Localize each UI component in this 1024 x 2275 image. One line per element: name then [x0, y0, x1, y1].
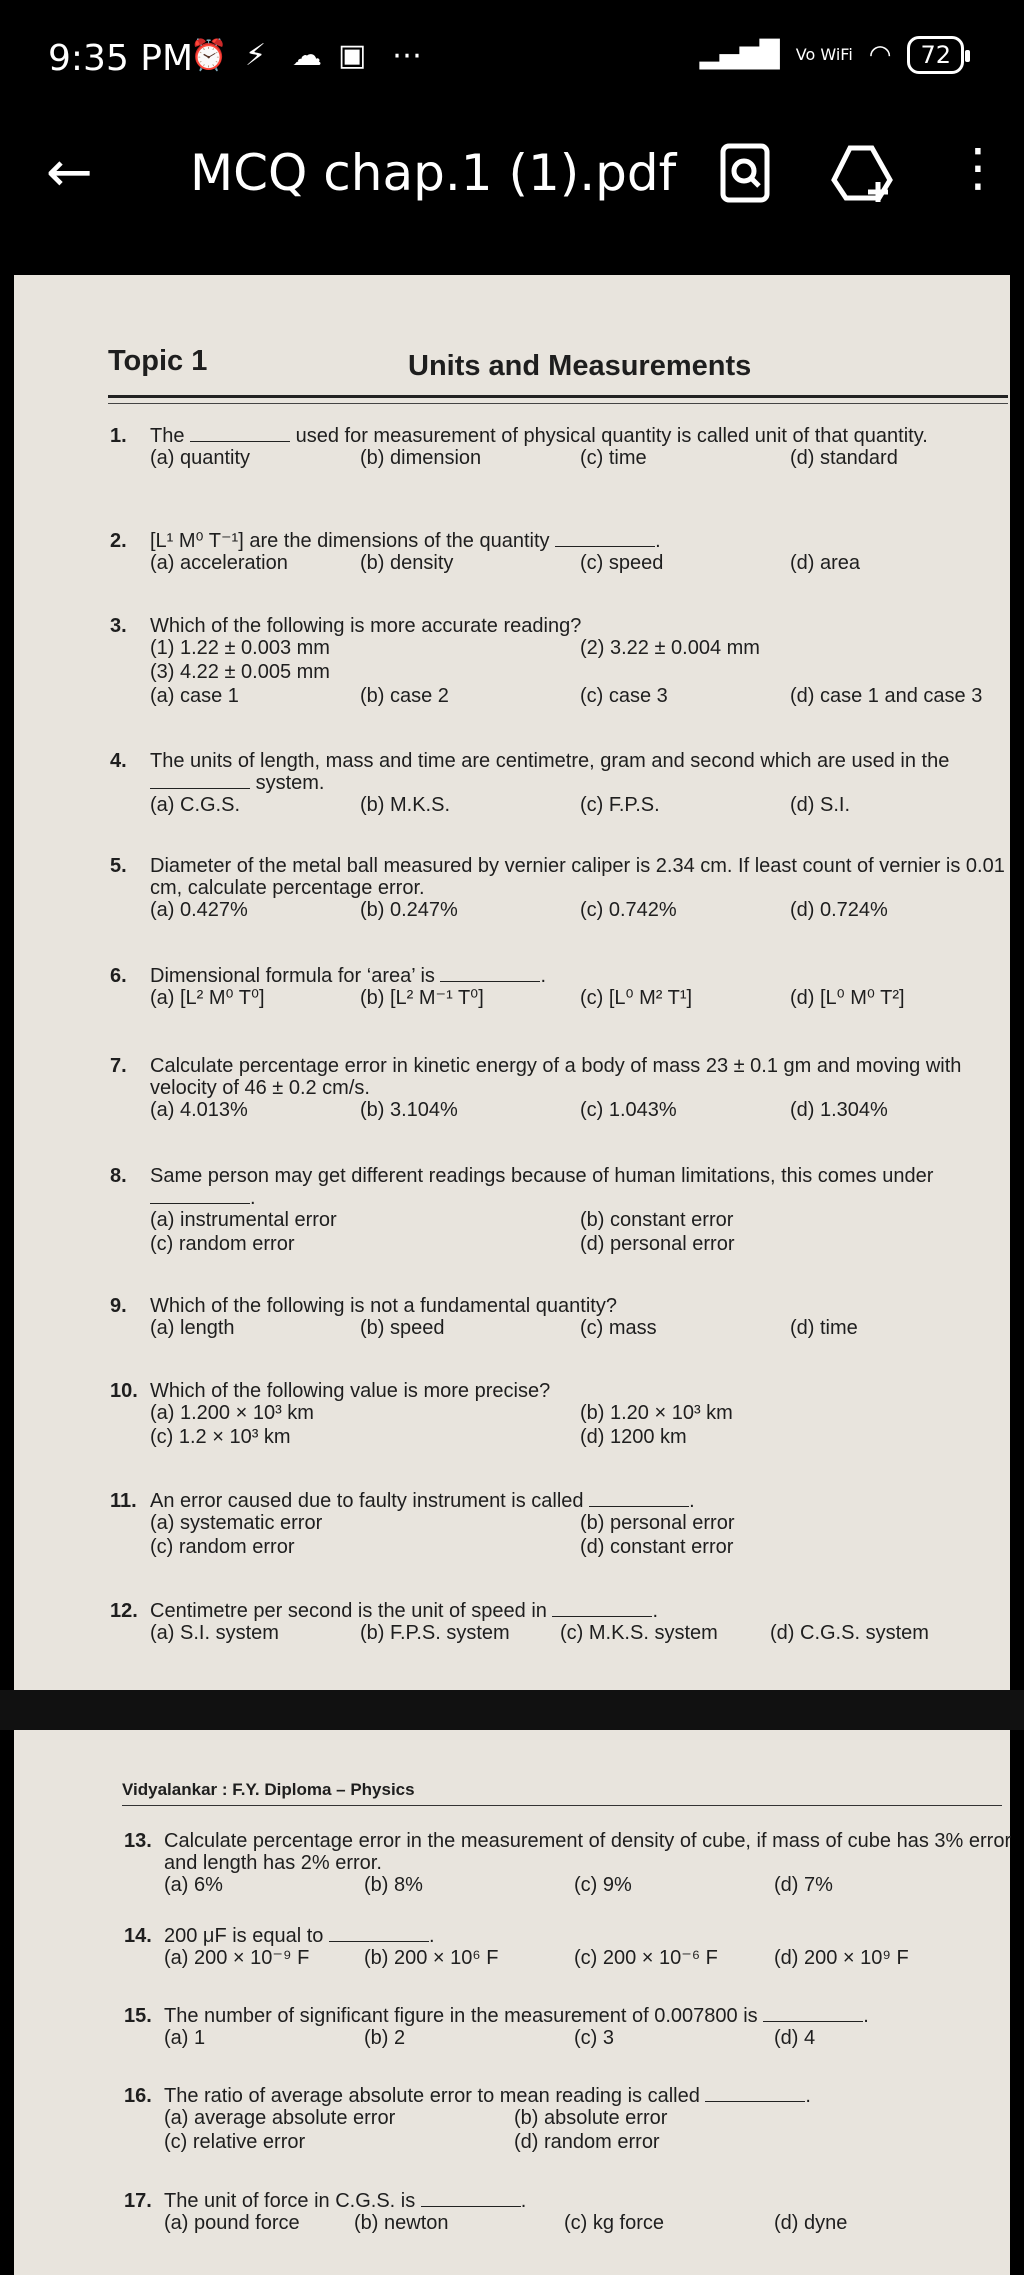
question-10: 10. Which of the following value is more precise? (a) 1.200 × 10³ km (b) 1.20 × 10³ km (c) 1.2 × 10³ km (d) 1200 km	[110, 1380, 733, 1448]
option-b: (b) 0.247%	[360, 899, 458, 921]
option-b: (b) constant error	[580, 1209, 734, 1231]
option-d: (d) case 1 and case 3	[790, 685, 983, 707]
option-a: (a) 200 × 10⁻⁹ F	[164, 1947, 310, 1969]
question-16: 16. The ratio of average absolute error to mean reading is called . (a) average absolute error (b) absolute error (c) relative error (d) random error	[124, 2085, 811, 2153]
pdf-page-1[interactable]	[14, 275, 1010, 1690]
option-a: (a) C.G.S.	[150, 794, 241, 816]
option-b: (b) M.K.S.	[360, 794, 451, 816]
option-c: (c) 0.742%	[580, 899, 677, 921]
option-a: (a) acceleration	[150, 552, 288, 574]
option-a: (a) quantity	[150, 447, 251, 469]
pdf-page-2[interactable]	[14, 1730, 1010, 2275]
option-c: (c) kg force	[564, 2212, 665, 2234]
signal-icon: ▂▄▆█	[699, 40, 780, 70]
topic-label: Topic 1	[108, 345, 208, 377]
option-c: (c) F.P.S.	[580, 794, 660, 816]
option-d: (d) 0.724%	[790, 899, 888, 921]
status-bar	[0, 0, 1024, 120]
screencast-icon: ▣	[338, 38, 367, 73]
more-options-icon[interactable]: ⋮	[952, 138, 1004, 198]
wifi-icon: ◠	[868, 40, 892, 70]
option-c: (c) 1.043%	[580, 1099, 677, 1121]
option-c: (c) 1.2 × 10³ km	[150, 1426, 291, 1448]
option-c: (c) random error	[150, 1233, 295, 1255]
option-b: (b) 200 × 10⁶ F	[364, 1947, 499, 1969]
add-to-drive-button[interactable]	[828, 138, 898, 213]
option-d: (d) 7%	[774, 1874, 833, 1896]
question-5: 5. Diameter of the metal ball measured by vernier caliper is 2.34 cm. If least count of vernier is 0.01 cm, calculate percentage error. (a) 0.427% (b) 0.247% (c) 0.742% (d) 0.724%	[110, 855, 1005, 921]
option-b: (b) case 2	[360, 685, 449, 707]
option-d: (d) 1200 km	[580, 1426, 687, 1448]
question-15: 15. The number of significant figure in the measurement of 0.007800 is . (a) 1 (b) 2 (c) 3 (d) 4	[124, 2005, 869, 2049]
option-a: (a) 1	[164, 2027, 206, 2049]
battery-icon	[907, 36, 964, 74]
option-c: (c) 200 × 10⁻⁶ F	[574, 1947, 718, 1969]
option-b: (b) F.P.S. system	[360, 1622, 510, 1644]
option-a: (a) pound force	[164, 2212, 300, 2234]
question-12: 12. Centimetre per second is the unit of speed in . (a) S.I. system (b) F.P.S. system (c) M.K.S. system (d) C.G.S. system	[110, 1600, 929, 1644]
option-b: (b) dimension	[360, 447, 482, 469]
app-bar	[0, 120, 1024, 275]
document-title: MCQ chap.1 (1).pdf	[190, 144, 677, 202]
battery-level: 72	[920, 41, 951, 69]
option-d: (d) random error	[514, 2131, 660, 2153]
option-d: (d) C.G.S. system	[770, 1622, 929, 1644]
alarm-icon: ⏰	[190, 38, 228, 73]
search-button[interactable]	[715, 138, 775, 213]
question-4: 4. The units of length, mass and time are centimetre, gram and second which are used in the system. (a) C.G.S. (b) M.K.S. (c) F.P.S. (d) S.I.	[110, 750, 950, 816]
question-11: 11. An error caused due to faulty instrument is called . (a) systematic error (b) personal error (c) random error (d) constant error	[110, 1490, 735, 1558]
option-d: (d) area	[790, 552, 861, 574]
more-notifications-icon: ⋯	[392, 38, 422, 73]
option-b: (b) [L² M⁻¹ T⁰]	[360, 987, 484, 1009]
option-b: (b) personal error	[580, 1512, 735, 1534]
page-gap	[0, 1690, 1024, 1730]
option-c: (c) M.K.S. system	[560, 1622, 718, 1644]
option-d: (d) dyne	[774, 2212, 848, 2234]
question-13: 13. Calculate percentage error in the measurement of density of cube, if mass of cube has 3% error and length has 2% error. (a) 6% (b) 8% (c) 9% (d) 7%	[124, 1830, 1012, 1896]
option-a: (a) average absolute error	[164, 2107, 396, 2129]
reading-3: (3) 4.22 ± 0.005 mm	[150, 661, 330, 683]
option-c: (c) 3	[574, 2027, 614, 2049]
option-c: (c) 9%	[574, 1874, 632, 1896]
question-2: 2. [L¹ M⁰ T⁻¹] are the dimensions of the quantity . (a) acceleration (b) density (c) speed (d) area	[110, 530, 861, 574]
search-doc-icon	[715, 138, 775, 208]
question-6: 6. Dimensional formula for ‘area’ is . (a) [L² M⁰ T⁰] (b) [L² M⁻¹ T⁰] (c) [L⁰ M² T¹] (d) [L⁰ M⁰ T²]	[110, 965, 905, 1009]
network-label: Vo WiFi	[795, 45, 853, 64]
option-d: (d) standard	[790, 447, 898, 469]
back-arrow-icon[interactable]: ←	[46, 140, 93, 205]
topic-title: Units and Measurements	[408, 350, 752, 382]
data-saver-icon: ⚡	[245, 38, 267, 73]
divider	[108, 395, 1008, 398]
question-14: 14. 200 μF is equal to . (a) 200 × 10⁻⁹ F (b) 200 × 10⁶ F (c) 200 × 10⁻⁶ F (d) 200 × 10⁹ F	[124, 1925, 909, 1969]
option-b: (b) newton	[354, 2212, 449, 2234]
option-a: (a) 1.200 × 10³ km	[150, 1402, 314, 1424]
option-c: (c) time	[580, 447, 647, 469]
page-header: Vidyalankar : F.Y. Diploma – Physics	[122, 1780, 415, 1799]
option-d: (d) [L⁰ M⁰ T²]	[790, 987, 905, 1009]
option-a: (a) 0.427%	[150, 899, 248, 921]
option-b: (b) 8%	[364, 1874, 423, 1896]
option-c: (c) speed	[580, 552, 664, 574]
option-c: (c) random error	[150, 1536, 295, 1558]
option-a: (a) systematic error	[150, 1512, 323, 1534]
option-d: (d) personal error	[580, 1233, 735, 1255]
question-1: 1. The used for measurement of physical quantity is called unit of that quantity. (a) quantity (b) dimension (c) time (d) standard	[110, 425, 928, 469]
option-b: (b) absolute error	[514, 2107, 668, 2129]
option-c: (c) mass	[580, 1317, 657, 1339]
question-8: 8. Same person may get different readings because of human limitations, this comes under . (a) instrumental error (b) constant error (c) random error (d) personal error	[110, 1165, 934, 1255]
divider	[108, 403, 1008, 404]
question-17: 17. The unit of force in C.G.S. is . (a) pound force (b) newton (c) kg force (d) dyne	[124, 2190, 848, 2234]
reading-2: (2) 3.22 ± 0.004 mm	[580, 637, 760, 659]
drive-add-icon	[828, 138, 898, 208]
divider	[122, 1805, 1002, 1806]
option-d: (d) time	[790, 1317, 858, 1339]
option-b: (b) 1.20 × 10³ km	[580, 1402, 733, 1424]
option-b: (b) 2	[364, 2027, 406, 2049]
option-a: (a) 4.013%	[150, 1099, 248, 1121]
option-b: (b) 3.104%	[360, 1099, 458, 1121]
cloud-icon: ☁	[292, 38, 322, 73]
option-b: (b) speed	[360, 1317, 445, 1339]
option-a: (a) instrumental error	[150, 1209, 337, 1231]
reading-1: (1) 1.22 ± 0.003 mm	[150, 637, 330, 659]
option-a: (a) [L² M⁰ T⁰]	[150, 987, 265, 1009]
question-3: 3. Which of the following is more accurate reading? (1) 1.22 ± 0.003 mm (2) 3.22 ± 0.004 mm (3) 4.22 ± 0.005 mm (a) case 1 (b) case 2 (c) case 3 (d) case 1 and case 3	[110, 615, 983, 707]
option-a: (a) 6%	[164, 1874, 223, 1896]
option-d: (d) 4	[774, 2027, 816, 2049]
option-a: (a) S.I. system	[150, 1622, 279, 1644]
option-d: (d) 200 × 10⁹ F	[774, 1947, 909, 1969]
option-d: (d) S.I.	[790, 794, 851, 816]
option-a: (a) length	[150, 1317, 235, 1339]
topic-header	[108, 345, 1008, 390]
question-7: 7. Calculate percentage error in kinetic energy of a body of mass 23 ± 0.1 gm and moving with velocity of 46 ± 0.2 cm/s. (a) 4.013% (b) 3.104% (c) 1.043% (d) 1.304%	[110, 1055, 962, 1121]
option-a: (a) case 1	[150, 685, 239, 707]
option-b: (b) density	[360, 552, 454, 574]
option-c: (c) [L⁰ M² T¹]	[580, 987, 693, 1009]
option-c: (c) case 3	[580, 685, 668, 707]
status-time: 9:35 PM	[48, 38, 194, 79]
question-9: 9. Which of the following is not a fundamental quantity? (a) length (b) speed (c) mass (d) time	[110, 1295, 858, 1339]
option-c: (c) relative error	[164, 2131, 306, 2153]
option-d: (d) constant error	[580, 1536, 734, 1558]
option-d: (d) 1.304%	[790, 1099, 888, 1121]
